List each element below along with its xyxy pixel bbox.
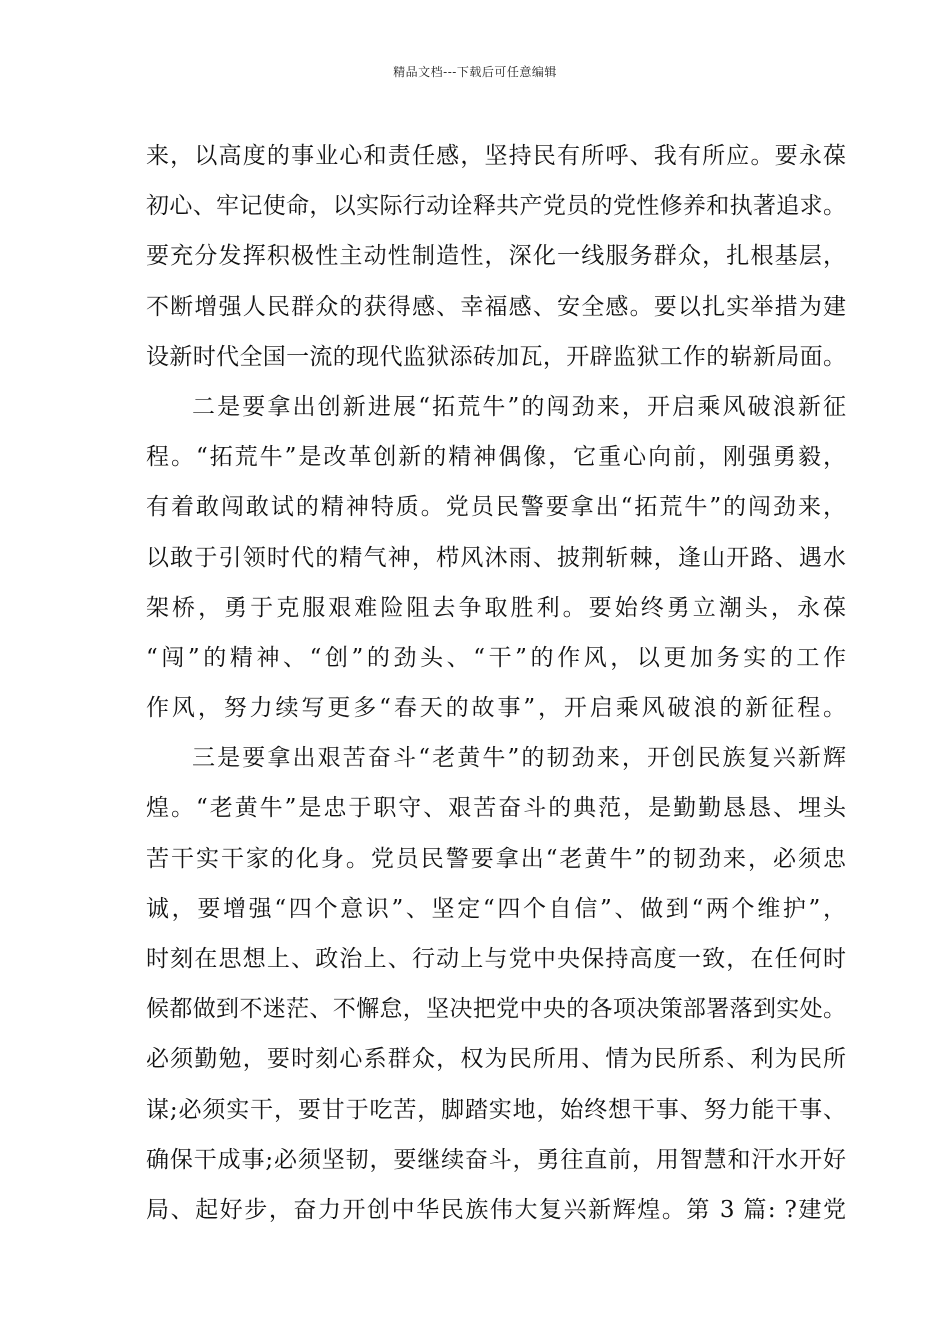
text-line: 设新时代全国一流的现代监狱添砖加瓦，开辟监狱工作的崭新局面。 [146, 343, 846, 370]
paragraph-start-line: 二是要拿出创新进展“拓荒牛”的闯劲来，开启乘风破浪新征 [192, 393, 846, 420]
text-line: 以敢于引领时代的精气神，栉风沐雨、披荆斩棘，逢山开路、遇水 [146, 544, 846, 571]
text-line: “闯”的精神、“创”的劲头、“干”的作风，以更加务实的工作 [146, 644, 846, 671]
text-line: 谋;必须实干，要甘于吃苦，脚踏实地，始终想干事、努力能干事、 [146, 1096, 846, 1123]
text-line: 候都做到不迷茫、不懈怠，坚决把党中央的各项决策部署落到实处。 [146, 996, 846, 1023]
text-line: 局、起好步，奋力开创中华民族伟大复兴新辉煌。第 3 篇: ?建党 [146, 1196, 846, 1223]
text-line: 不断增强人民群众的获得感、幸福感、安全感。要以扎实举措为建 [146, 293, 846, 320]
text-line: 架桥，勇于克服艰难险阻去争取胜利。要始终勇立潮头，永葆 [146, 594, 846, 621]
text-line: 作风，努力续写更多“春天的故事”，开启乘风破浪的新征程。 [146, 695, 846, 722]
page-header: 精品文档---下载后可任意编辑 [393, 65, 557, 79]
text-line: 确保干成事;必须坚韧，要继续奋斗，勇往直前，用智慧和汗水开好 [146, 1146, 846, 1173]
text-line: 初心、牢记使命，以实际行动诠释共产党员的党性修养和执著追求。 [146, 193, 846, 220]
paragraph-start-line: 三是要拿出艰苦奋斗“老黄牛”的韧劲来，开创民族复兴新辉 [192, 745, 846, 772]
text-line: 程。“拓荒牛”是改革创新的精神偶像，它重心向前，刚强勇毅， [146, 444, 846, 471]
text-line: 苦干实干家的化身。党员民警要拿出“老黄牛”的韧劲来，必须忠 [146, 845, 846, 872]
text-line: 诚，要增强“四个意识”、坚定“四个自信”、做到“两个维护”， [146, 895, 846, 922]
text-line: 时刻在思想上、政治上、行动上与党中央保持高度一致，在任何时 [146, 946, 846, 972]
text-line: 有着敢闯敢试的精神特质。党员民警要拿出“拓荒牛”的闯劲来， [146, 494, 846, 521]
text-line: 必须勤勉，要时刻心系群众，权为民所用、情为民所系、利为民所 [146, 1046, 846, 1073]
text-line: 要充分发挥积极性主动性制造性，深化一线服务群众，扎根基层， [146, 243, 846, 270]
text-line: 煌。“老黄牛”是忠于职守、艰苦奋斗的典范，是勤勤恳恳、埋头 [146, 795, 846, 822]
text-line: 来，以高度的事业心和责任感，坚持民有所呼、我有所应。要永葆 [146, 143, 846, 169]
document-body [146, 131, 846, 1235]
